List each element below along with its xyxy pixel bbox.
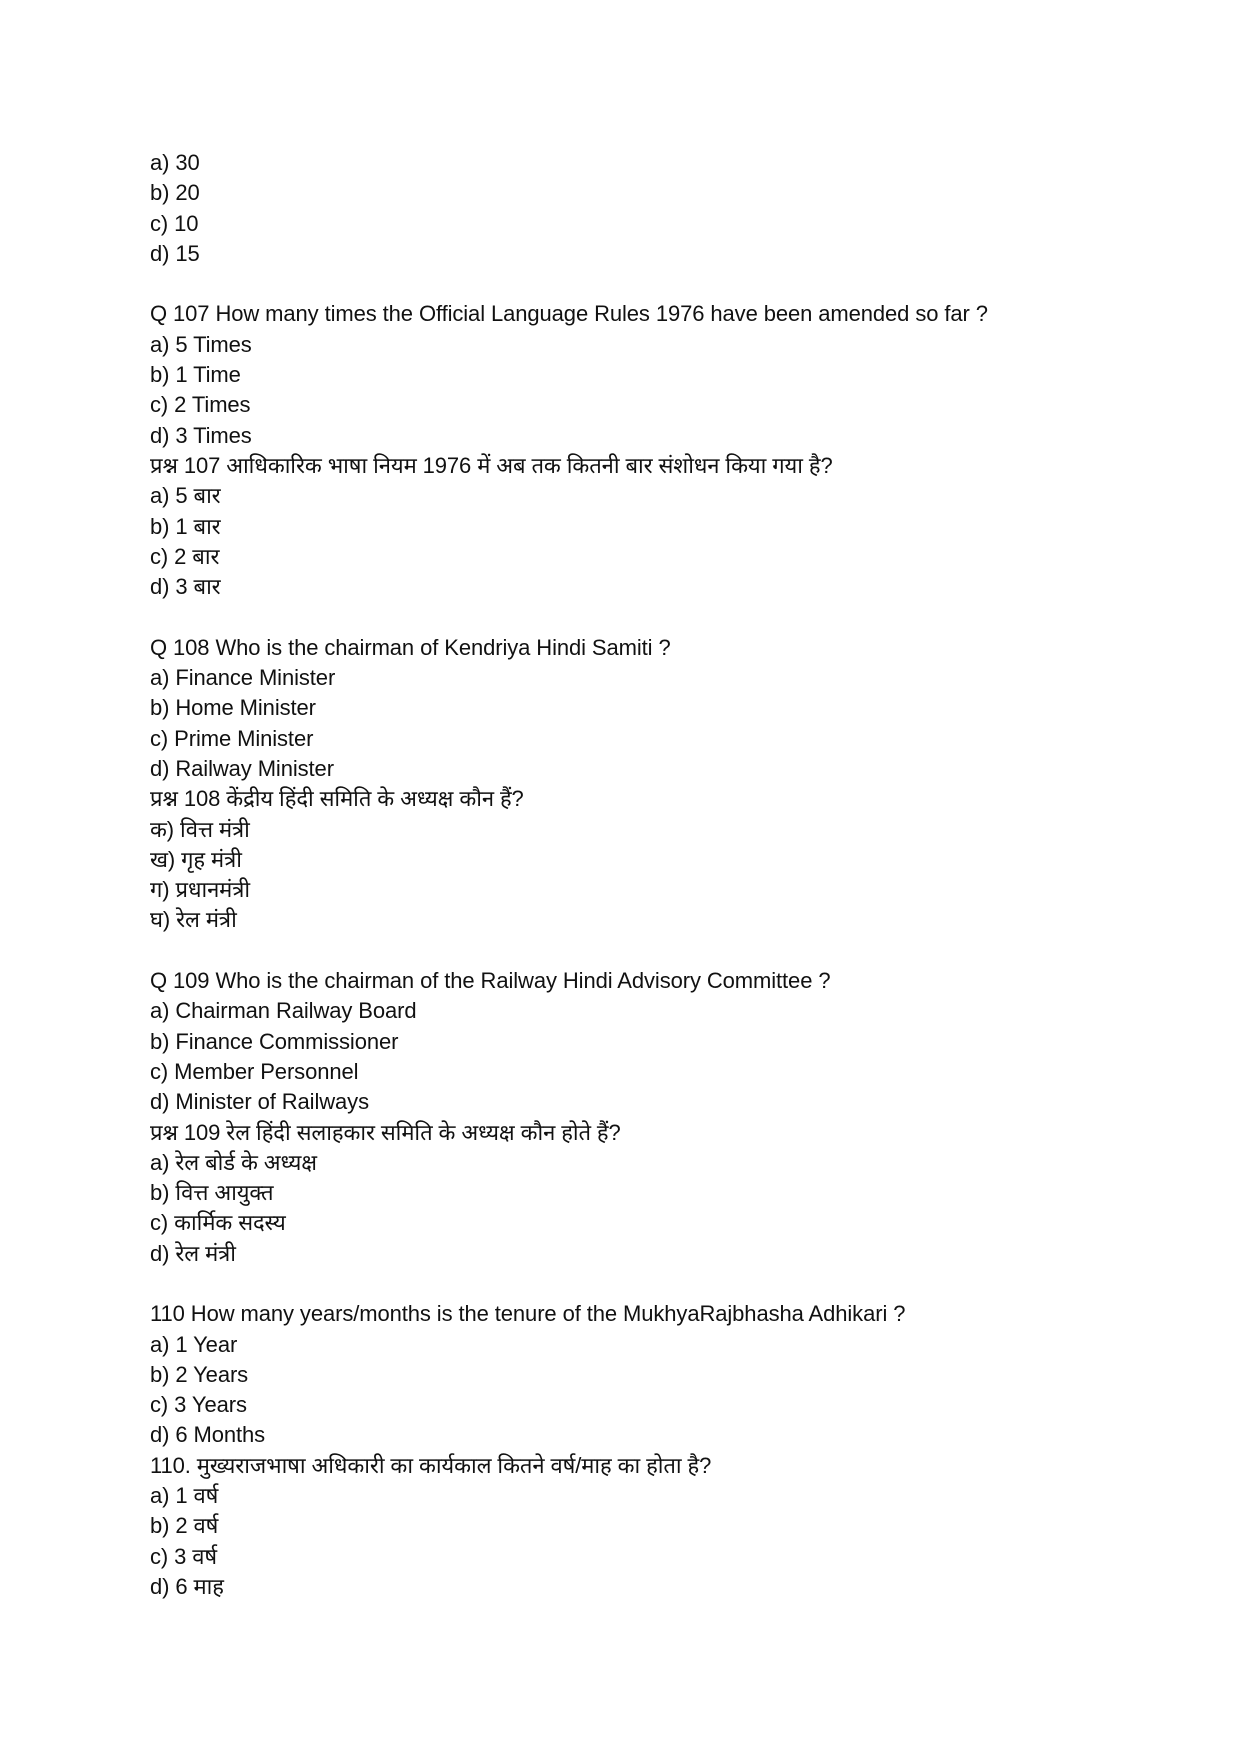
- option: d) 3 Times: [150, 422, 252, 448]
- question-text-hi: प्रश्न 109 रेल हिंदी सलाहकार समिति के अध्यक्ष कौन होते हैं?: [150, 1119, 621, 1145]
- spacer: [150, 1269, 1150, 1299]
- question-text-hi: प्रश्न 108 केंद्रीय हिंदी समिति के अध्यक्ष कौन हैं?: [150, 786, 524, 812]
- question-text-hi: प्रश्न 107 आधिकारिक भाषा नियम 1976 में अब तक कितनी बार संशोधन किया गया है?: [150, 452, 833, 478]
- question-text-en: 110 How many years/months is the tenure of the MukhyaRajbhasha Adhikari ?: [150, 1301, 906, 1327]
- option: d) Minister of Railways: [150, 1089, 369, 1115]
- option: b) 2 वर्ष: [150, 1513, 219, 1539]
- option: c) 3 वर्ष: [150, 1543, 218, 1569]
- question-text-en: Q 108 Who is the chairman of Kendriya Hindi Samiti ?: [150, 634, 671, 660]
- question-text-hi: 110. मुख्यराजभाषा अधिकारी का कार्यकाल कितने वर्ष/माह का होता है?: [150, 1452, 712, 1478]
- option: c) कार्मिक सदस्य: [150, 1210, 286, 1236]
- option: b) 1 बार: [150, 513, 221, 539]
- option: a) 30: [150, 150, 200, 175]
- question-text-en: Q 107 How many times the Official Language Rules 1976 have been amended so far ?: [150, 301, 988, 327]
- option: a) 1 वर्ष: [150, 1483, 219, 1509]
- option: ख) गृह मंत्री: [150, 846, 242, 872]
- option: b) 20: [150, 180, 200, 206]
- question-108: [150, 633, 1150, 936]
- option: a) 5 बार: [150, 483, 221, 509]
- option: d) 6 माह: [150, 1573, 224, 1599]
- option: c) 2 बार: [150, 543, 220, 569]
- question-107: [150, 299, 1150, 602]
- option: d) 3 बार: [150, 574, 221, 600]
- option: d) Railway Minister: [150, 755, 334, 781]
- option: ग) प्रधानमंत्री: [150, 877, 250, 903]
- spacer: [150, 936, 1150, 966]
- option: c) 2 Times: [150, 392, 251, 418]
- document-page: [150, 148, 1150, 1602]
- option: b) 1 Time: [150, 362, 241, 388]
- option: b) 2 Years: [150, 1361, 249, 1387]
- option: a) 5 Times: [150, 331, 252, 357]
- option: a) 1 Year: [150, 1331, 238, 1357]
- option: c) 3 Years: [150, 1392, 247, 1418]
- option: c) Prime Minister: [150, 725, 314, 751]
- option: b) Finance Commissioner: [150, 1028, 399, 1054]
- option: d) 6 Months: [150, 1422, 266, 1448]
- option: d) रेल मंत्री: [150, 1240, 236, 1266]
- option: d) 15: [150, 240, 200, 266]
- option: a) Finance Minister: [150, 665, 336, 691]
- spacer: [150, 269, 1150, 299]
- option: b) Home Minister: [150, 695, 316, 721]
- question-109: [150, 966, 1150, 1269]
- option: क) वित्त मंत्री: [150, 816, 250, 842]
- option: c) 10: [150, 210, 199, 236]
- spacer: [150, 602, 1150, 632]
- option: c) Member Personnel: [150, 1058, 359, 1084]
- option: a) रेल बोर्ड के अध्यक्ष: [150, 1149, 317, 1175]
- question-110: [150, 1299, 1150, 1602]
- question-text-en: Q 109 Who is the chairman of the Railway Hindi Advisory Committee ?: [150, 968, 831, 994]
- previous-question-options: [150, 148, 1150, 269]
- option: a) Chairman Railway Board: [150, 998, 417, 1024]
- option: b) वित्त आयुक्त: [150, 1180, 274, 1206]
- option: घ) रेल मंत्री: [150, 907, 237, 933]
